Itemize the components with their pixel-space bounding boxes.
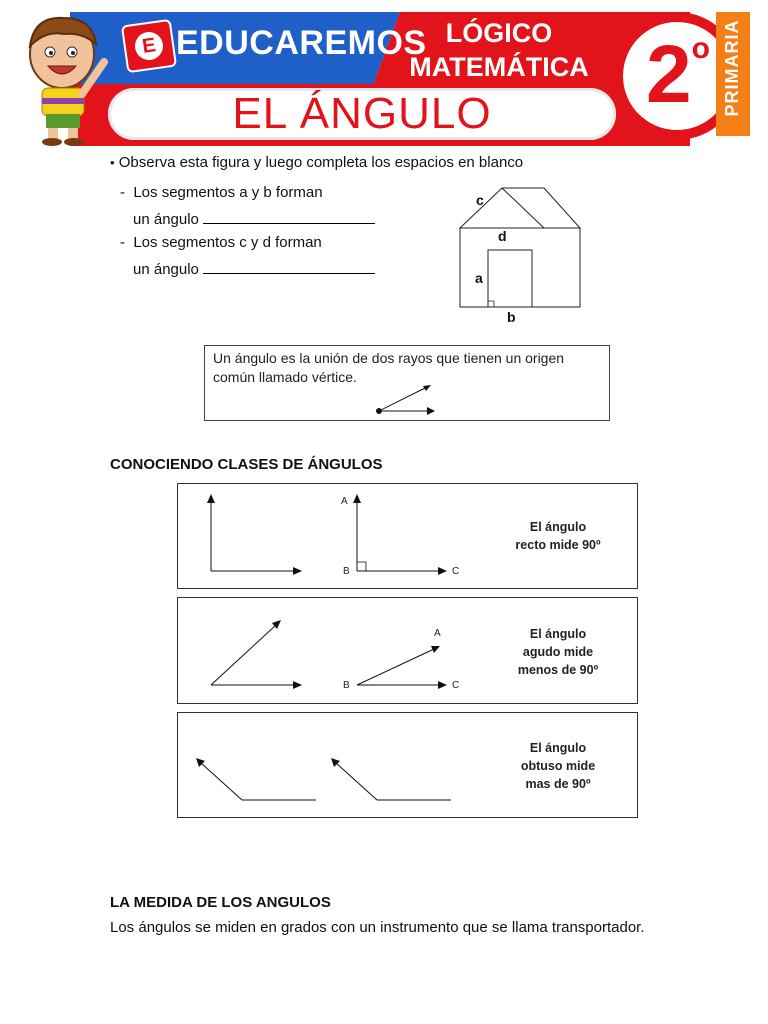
angle-box-obtuse bbox=[177, 712, 638, 818]
angle-box-acute bbox=[177, 597, 638, 704]
ray-diagram bbox=[371, 382, 441, 416]
desc-line: recto mide 90º bbox=[515, 538, 601, 552]
section-heading-measure: LA MEDIDA DE LOS ANGULOS bbox=[110, 894, 331, 911]
figure-label-d: d bbox=[498, 228, 507, 244]
angle-description-acute bbox=[478, 625, 638, 679]
point-label-b: B bbox=[343, 680, 350, 691]
exercise-item-2-text: Los segmentos c y d forman bbox=[133, 234, 322, 251]
mascot-boy-illustration bbox=[12, 10, 112, 146]
exercise-item-2-line1: - Los segmentos c y d forman bbox=[120, 234, 322, 251]
exercise-item-2-prefix: un ángulo bbox=[133, 261, 199, 278]
instruction-text: Observa esta figura y luego completa los espacios en blanco bbox=[118, 154, 524, 171]
grade-badge bbox=[646, 29, 710, 120]
desc-line: obtuso mide bbox=[520, 759, 596, 773]
brand-name: EDUCAREMOS bbox=[176, 24, 427, 62]
exercise-item-1-prefix: un ángulo bbox=[133, 211, 199, 228]
grade-number: 2 bbox=[646, 29, 692, 120]
grade-suffix: o bbox=[691, 32, 710, 65]
obtuse-angle-diagram bbox=[178, 713, 478, 817]
answer-blank-1[interactable] bbox=[203, 209, 375, 224]
title-pill bbox=[108, 88, 616, 140]
desc-line: mas de 90º bbox=[525, 777, 591, 791]
desc-line: agudo mide bbox=[522, 645, 594, 659]
exercise-item-1-line2 bbox=[133, 209, 375, 229]
definition-text: Un ángulo es la unión de dos rayos que tienen un origen común llamado vértice. bbox=[213, 350, 565, 385]
figure-label-c: c bbox=[476, 192, 484, 208]
angle-box-right bbox=[177, 483, 638, 589]
angle-description-right bbox=[478, 518, 638, 554]
page-title: EL ÁNGULO bbox=[232, 89, 492, 138]
desc-line: El ángulo bbox=[529, 627, 587, 641]
instruction bbox=[110, 154, 523, 172]
desc-line: El ángulo bbox=[529, 741, 587, 755]
angle-description-obtuse bbox=[478, 739, 638, 793]
acute-angle-diagram bbox=[178, 598, 478, 703]
point-label-a: A bbox=[434, 628, 441, 639]
section-heading-classes: CONOCIENDO CLASES DE ÁNGULOS bbox=[110, 456, 383, 473]
answer-blank-2[interactable] bbox=[203, 259, 375, 274]
definition-box bbox=[204, 345, 610, 421]
figure-label-b: b bbox=[507, 309, 516, 325]
measure-text: Los ángulos se miden en grados con un instrumento que se llama transportador. bbox=[110, 919, 645, 936]
point-label-a: A bbox=[341, 496, 348, 507]
point-label-c: C bbox=[452, 566, 460, 577]
point-label-b: B bbox=[343, 566, 350, 577]
figure-label-a: a bbox=[475, 270, 483, 286]
page-header bbox=[0, 0, 768, 150]
level-label: PRIMARIA bbox=[722, 19, 742, 117]
point-label-c: C bbox=[452, 680, 460, 691]
house-figure bbox=[440, 180, 600, 330]
desc-line: El ángulo bbox=[529, 520, 587, 534]
subject-line1: LÓGICO bbox=[445, 18, 553, 48]
subject-line2: MATEMÁTICA bbox=[409, 52, 589, 82]
desc-line: menos de 90º bbox=[517, 663, 599, 677]
exercise-item-2-line2 bbox=[133, 259, 375, 279]
bullet-icon: • bbox=[110, 155, 115, 170]
brand-logo-letter: E bbox=[133, 30, 165, 62]
exercise-item-1-text: Los segmentos a y b forman bbox=[133, 184, 323, 201]
exercise-item-1-line1: - Los segmentos a y b forman bbox=[120, 184, 323, 201]
right-angle-diagram bbox=[178, 484, 478, 588]
brand-logo-icon bbox=[121, 19, 177, 73]
